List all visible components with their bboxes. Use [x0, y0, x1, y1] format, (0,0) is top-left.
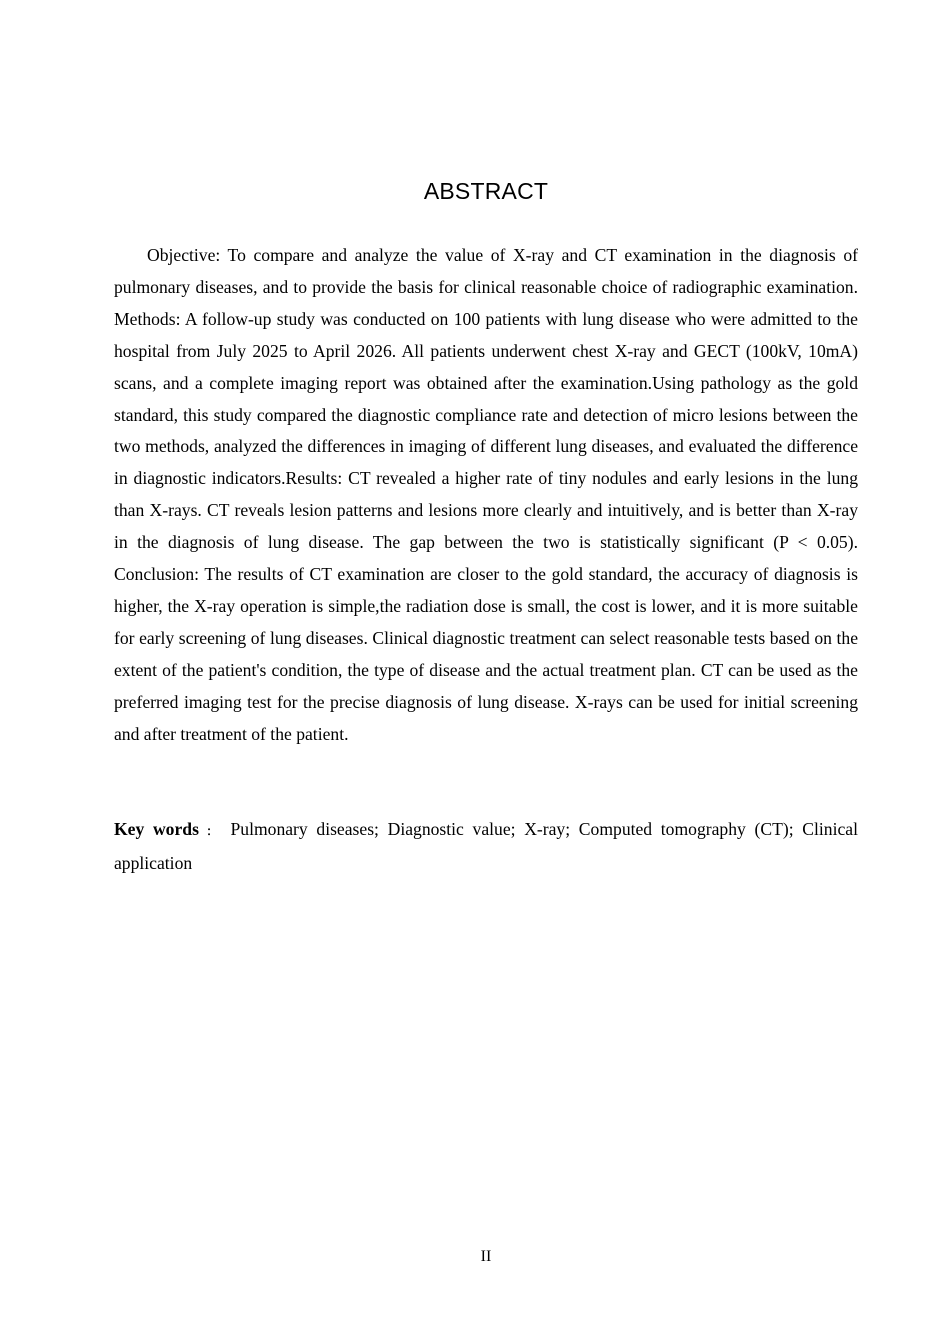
keywords-paragraph: [114, 814, 858, 880]
abstract-body: Objective: To compare and analyze the value of X-ray and CT examination in the diagnosis of pulmonary diseases, and to provide the basis for clinical reasonable choice of radiographic examination. Methods: A follow-up study was conducted on 100 patients with lung disease who were admitted to the hospital from July 2025 to April 2026. All patients underwent chest X-ray and GECT (100kV, 10mA) scans, and a complete imaging report was obtained after the examination.Using pathology as the gold standard, this study compared the diagnostic compliance rate and detection of micro lesions between the two methods, analyzed the differences in imaging of different lung diseases, and evaluated the difference in diagnostic indicators.Results: CT revealed a higher rate of tiny nodules and early lesions in the lung than X-rays. CT reveals lesion patterns and lesions more clearly and intuitively, and is better than X-ray in the diagnosis of lung disease. The gap between the two is statistically significant (P < 0.05). Conclusion: The results of CT examination are closer to the gold standard, the accuracy of diagnosis is higher, the X-ray operation is simple,the radiation dose is small, the cost is lower, and it is more suitable for early screening of lung diseases. Clinical diagnostic treatment can select reasonable tests based on the extent of the patient's condition, the type of disease and the actual treatment plan. CT can be used as the preferred imaging test for the precise diagnosis of lung disease. X-rays can be used for initial screening and after treatment of the patient.: [114, 245, 858, 744]
keywords-label: Key words: [114, 819, 199, 839]
page-title: ABSTRACT: [423, 178, 549, 204]
keywords-list: Pulmonary diseases; Diagnostic value; X-ray; Computed tomography (CT); Clinical application: [114, 819, 858, 873]
keywords-separator: ：: [201, 824, 223, 838]
page-number: II: [480, 1248, 492, 1265]
